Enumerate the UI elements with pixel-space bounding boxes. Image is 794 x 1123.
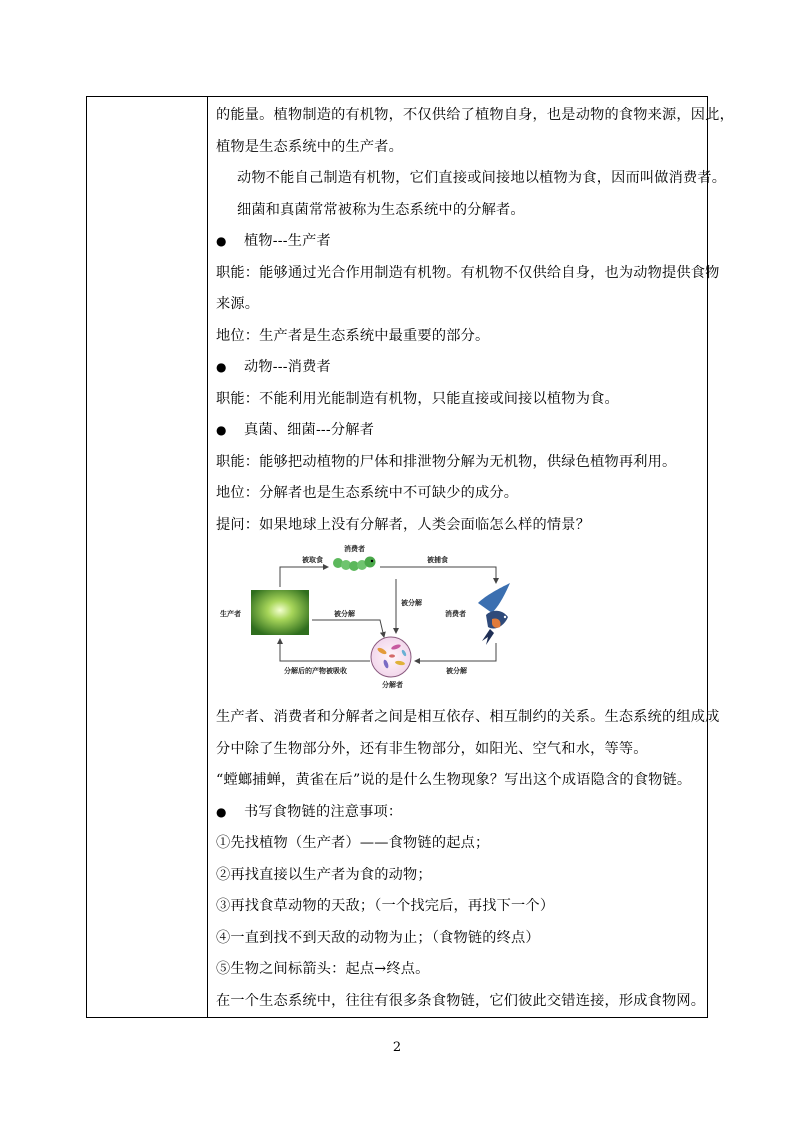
table-right-column	[208, 97, 734, 1017]
bullet-heading: ● 植物---生产者	[216, 226, 699, 258]
label-consumer-top: 消费者	[344, 545, 365, 553]
text-line: 地位：生产者是生态系统中最重要的部分。	[216, 327, 490, 344]
label-consumer-right: 消费者	[445, 610, 466, 618]
bird-image	[478, 583, 510, 645]
caterpillar-image	[333, 557, 376, 572]
bullet-heading: ● 书写食物链的注意事项：	[216, 797, 699, 829]
text-block-bottom	[216, 702, 720, 1017]
text-line: ③再找食草动物的天敌；（一个找完后，再找下一个）	[216, 898, 555, 914]
label-arrow-caught: 被捕食	[427, 556, 448, 564]
bacteria-image	[371, 637, 411, 677]
content-table	[86, 96, 734, 1018]
text-line: 细菌和真菌常常被称为生态系统中的分解者。	[237, 201, 525, 218]
text-line: 职能：能够把动植物的尸体和排泄物分解为无机物，供绿色植物再利用。	[216, 453, 677, 470]
text-line: “螳螂捕蝉，黄雀在后”说的是什么生物现象？写出这个成语隐含的食物链。	[216, 772, 692, 788]
text-line: ②再找直接以生产者为食的动物；	[216, 866, 432, 883]
text-line: 职能：不能利用光能制造有机物，只能直接或间接以植物为食。	[216, 390, 619, 407]
ecosystem-diagram	[216, 543, 699, 700]
text-line: 植物是生态系统中的生产者。	[216, 138, 404, 155]
text-block-top	[216, 100, 734, 541]
text-line: 职能：能够通过光合作用制造有机物。有机物不仅供给自身，也为动物提供食物	[216, 264, 720, 281]
text-line: 分中除了生物部分外，还有非生物部分，如阳光、空气和水，等等。	[216, 740, 648, 757]
text-line: 来源。	[216, 296, 260, 312]
label-arrow-decomposed-2: 被分解	[334, 610, 355, 618]
text-line: 地位：分解者也是生态系统中不可缺少的成分。	[216, 485, 519, 501]
bullet-heading: ● 真菌、细菌---分解者	[216, 415, 699, 447]
ecosystem-diagram-svg	[216, 543, 516, 700]
text-line: ①先找植物（生产者）——食物链的起点；	[216, 835, 490, 851]
page-number: 2	[392, 1040, 402, 1055]
text-line: 动物不能自己制造有机物，它们直接或间接地以植物为食，因而叫做消费者。	[237, 170, 727, 186]
text-line: ④一直到找不到天敌的动物为止；（食物链的终点）	[216, 929, 540, 946]
table-left-column	[87, 97, 208, 1017]
label-arrow-absorbed: 分解后的产物被吸收	[284, 667, 347, 675]
label-producer: 生产者	[220, 610, 241, 618]
text-line: 提问：如果地球上没有分解者，人类会面临怎么样的情景？	[216, 516, 591, 533]
forest-image	[251, 590, 309, 635]
label-arrow-decomposed-1: 被分解	[401, 599, 422, 607]
label-arrow-decomposed-3: 被分解	[446, 667, 467, 675]
label-decomposer: 分解者	[382, 681, 403, 689]
label-arrow-eaten: 被取食	[302, 556, 323, 564]
text-line: 的能量。植物制造的有机物，不仅供给了植物自身，也是动物的食物来源，因此，	[216, 107, 734, 123]
text-line: ⑤生物之间标箭头：起点→终点。	[216, 961, 430, 977]
text-line: 生产者、消费者和分解者之间是相互依存、相互制约的关系。生态系统的组成成	[216, 709, 720, 725]
text-line: 在一个生态系统中，往往有很多条食物链，它们彼此交错连接，形成食物网。	[216, 992, 706, 1009]
bullet-heading: ● 动物---消费者	[216, 352, 699, 384]
